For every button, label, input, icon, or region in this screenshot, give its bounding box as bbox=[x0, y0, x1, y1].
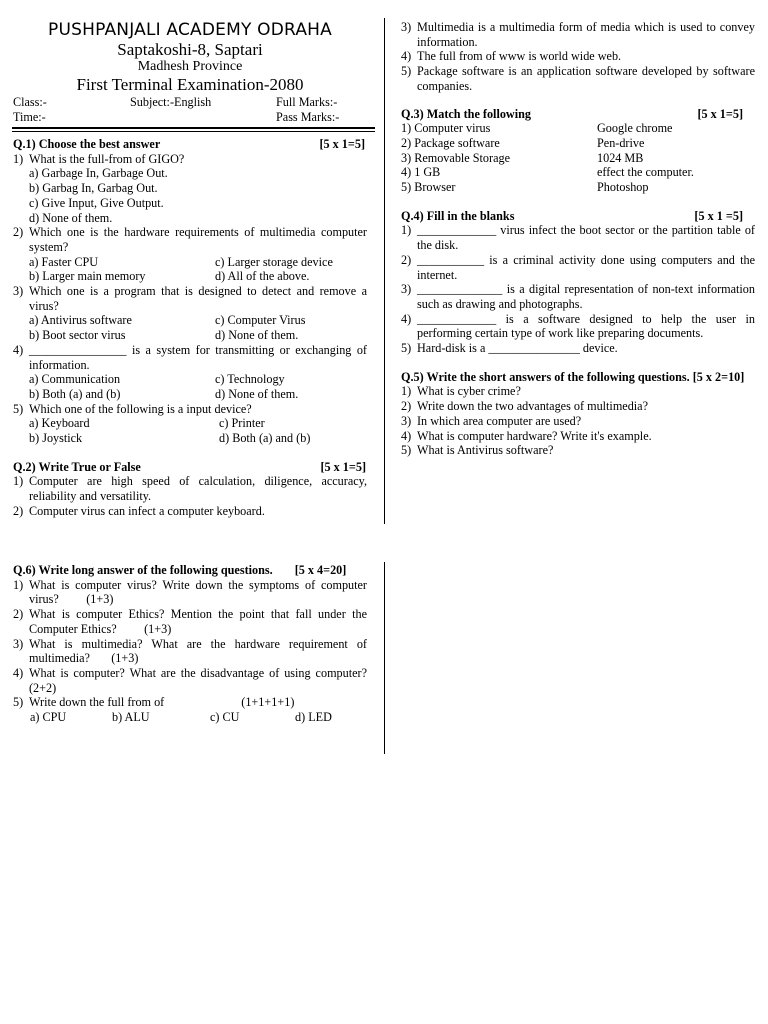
column-divider-bottom bbox=[384, 562, 385, 754]
question-text: What is the full-from of GIGO? bbox=[29, 151, 185, 166]
question-text: Which one is the hardware requirements of multimedia computer system? bbox=[29, 225, 367, 254]
question-number: 3) bbox=[401, 20, 412, 34]
question-number: 4) bbox=[13, 665, 24, 680]
question-text: What is computer virus? Write down the symptoms of computer virus? (1+3) bbox=[29, 577, 371, 607]
full-marks-label: Full Marks:- bbox=[276, 95, 338, 109]
q6-question-2 bbox=[13, 607, 371, 636]
question-number: 5) bbox=[13, 695, 24, 710]
pass-marks-label: Pass Marks:- bbox=[276, 109, 340, 124]
question-number: 1) bbox=[13, 577, 24, 592]
match-left: 4) 1 GB bbox=[401, 165, 441, 180]
option: a) Faster CPU bbox=[29, 254, 99, 269]
question-text: What is cyber crime? bbox=[417, 384, 521, 399]
option: a) Communication bbox=[29, 372, 121, 387]
question-text: Computer are high speed of calculation, diligence, accuracy, reliability and versatility. bbox=[29, 474, 367, 504]
question-text: What is computer? What are the disadvantage of using computer? (2+2) bbox=[29, 665, 367, 695]
q6-5-options bbox=[13, 710, 367, 725]
match-left: 3) Removable Storage bbox=[401, 150, 510, 165]
question-number: 4) bbox=[401, 311, 412, 326]
subject-label: Subject:-English bbox=[130, 95, 212, 109]
q6-heading bbox=[13, 563, 367, 578]
option: d) None of them. bbox=[29, 210, 113, 225]
q1-question-4 bbox=[13, 343, 367, 372]
match-right: 1024 MB bbox=[597, 150, 644, 165]
option: d) Both (a) and (b) bbox=[219, 431, 311, 446]
option: d) All of the above. bbox=[215, 269, 310, 284]
question-text: Package software is an application software developed by software companies. bbox=[417, 64, 755, 93]
question-text: ________________ is a system for transmitting or exchanging of information. bbox=[29, 342, 367, 372]
q6-title: Q.6) Write long answer of the following questions. bbox=[13, 563, 273, 577]
question-text: What is Antivirus software? bbox=[417, 443, 554, 458]
question-text: Write down the two advantages of multimedia? bbox=[417, 399, 649, 414]
option: b) Boot sector virus bbox=[29, 328, 126, 343]
q5-question-4 bbox=[401, 429, 755, 444]
left-column-bottom bbox=[13, 563, 371, 725]
school-address: Saptakoshi-8, Saptari bbox=[117, 40, 263, 59]
q1-3-options bbox=[13, 313, 367, 342]
question-number: 1) bbox=[401, 223, 412, 238]
question-text: Hard-disk is a _______________ device. bbox=[417, 341, 618, 356]
question-text: In which area computer are used? bbox=[417, 413, 582, 428]
question-text: _____________ is a software designed to help the user in performing certain type of work like preparing documents. bbox=[417, 311, 755, 341]
q2-marks: [5 x 1=5] bbox=[320, 459, 366, 474]
question-number: 5) bbox=[401, 341, 412, 356]
question-number: 1) bbox=[13, 151, 24, 166]
q1-question-2 bbox=[13, 225, 367, 254]
q1-4-options bbox=[13, 372, 367, 401]
match-right: Google chrome bbox=[597, 121, 673, 136]
match-left: 1) Computer virus bbox=[401, 121, 491, 136]
q4-marks: [5 x 1 =5] bbox=[694, 208, 743, 223]
q1-heading bbox=[13, 137, 367, 152]
question-text: ______________ is a digital representation of non-text information such as drawing and photographs. bbox=[417, 282, 755, 311]
exam-info-row-2 bbox=[13, 110, 367, 125]
option: d) LED bbox=[295, 710, 332, 725]
q2-statement-5 bbox=[401, 64, 755, 93]
q2-statement-1 bbox=[13, 474, 367, 503]
question-text: What is computer Ethics? Mention the point that fall under the Computer Ethics? (1+3) bbox=[29, 607, 371, 636]
province-name: Madhesh Province bbox=[137, 59, 243, 74]
q5-title: Q.5) Write the short answers of the following questions. [5 x 2=10] bbox=[401, 369, 745, 384]
question-number: 3) bbox=[401, 413, 412, 428]
question-number: 1) bbox=[13, 474, 24, 489]
q2-heading bbox=[13, 460, 367, 475]
q3-match-table bbox=[401, 121, 755, 195]
q6-question-4 bbox=[13, 666, 367, 695]
option: a) CPU bbox=[30, 710, 67, 725]
option: c) Technology bbox=[215, 372, 285, 387]
question-number: 5) bbox=[401, 443, 412, 458]
q6-question-1 bbox=[13, 577, 371, 607]
q2-statement-2 bbox=[13, 504, 367, 519]
q3-title: Q.3) Match the following bbox=[401, 106, 531, 121]
option: b) Joystick bbox=[29, 431, 83, 446]
time-label: Time:- bbox=[13, 109, 46, 124]
option: c) Larger storage device bbox=[215, 254, 333, 269]
q1-1-options bbox=[13, 166, 367, 225]
option: a) Keyboard bbox=[29, 416, 90, 431]
exam-title: First Terminal Examination-2080 bbox=[76, 75, 304, 94]
question-number: 4) bbox=[401, 49, 412, 64]
q4-blank-1 bbox=[401, 223, 755, 252]
question-text: What is multimedia? What are the hardware requirement of multimedia? (1+3) bbox=[29, 636, 371, 666]
q3-heading bbox=[401, 107, 755, 122]
q2-statement-4 bbox=[401, 49, 755, 64]
q2-title: Q.2) Write True or False bbox=[13, 459, 141, 474]
option: d) None of them. bbox=[215, 328, 299, 343]
option: b) Larger main memory bbox=[29, 269, 146, 284]
question-marks: (1+1+1+1) bbox=[241, 695, 295, 710]
option: c) Printer bbox=[219, 416, 265, 431]
question-text-main: Write down the full from of bbox=[29, 695, 165, 710]
q4-blank-5 bbox=[401, 341, 755, 356]
school-name: PUSHPANJALI ACADEMY ODRAHA bbox=[48, 20, 332, 40]
left-column-top bbox=[13, 20, 367, 519]
exam-info-row-1 bbox=[13, 95, 367, 110]
class-label: Class:- bbox=[13, 95, 47, 109]
q4-heading bbox=[401, 209, 755, 224]
q5-question-1 bbox=[401, 384, 755, 399]
match-right: Pen-drive bbox=[597, 135, 645, 150]
option: c) Give Input, Give Output. bbox=[29, 195, 164, 210]
question-text: The full from of www is world wide web. bbox=[417, 49, 622, 64]
question-text: What is computer hardware? Write it's example. bbox=[417, 428, 652, 443]
q5-question-2 bbox=[401, 399, 755, 414]
question-text bbox=[29, 695, 367, 710]
option: a) Garbage In, Garbage Out. bbox=[29, 166, 168, 181]
option: d) None of them. bbox=[215, 386, 299, 401]
question-text: Which one is a program that is designed to detect and remove a virus? bbox=[29, 284, 367, 313]
q2-statement-3 bbox=[401, 20, 755, 49]
q1-2-options bbox=[13, 255, 367, 284]
question-number: 2) bbox=[401, 252, 412, 267]
q1-marks: [5 x 1=5] bbox=[319, 137, 365, 151]
option: a) Antivirus software bbox=[29, 313, 132, 328]
match-right: effect the computer. bbox=[597, 165, 694, 180]
q1-5-options bbox=[13, 416, 367, 445]
q1-question-3 bbox=[13, 284, 367, 313]
question-number: 3) bbox=[401, 282, 412, 297]
q4-blank-4 bbox=[401, 312, 755, 341]
option: c) Computer Virus bbox=[215, 313, 306, 328]
question-number: 1) bbox=[401, 384, 412, 399]
question-text: ___________ is a criminal activity done using computers and the internet. bbox=[417, 252, 755, 282]
right-column bbox=[401, 20, 755, 458]
q6-question-3 bbox=[13, 636, 371, 666]
question-number: 3) bbox=[13, 636, 24, 651]
question-number: 5) bbox=[13, 401, 24, 416]
q3-marks: [5 x 1=5] bbox=[697, 106, 743, 121]
q4-blank-3 bbox=[401, 282, 755, 311]
question-text: _____________ virus infect the boot sector or the partition table of the disk. bbox=[417, 223, 755, 253]
q6-question-5 bbox=[13, 695, 367, 710]
option: b) ALU bbox=[112, 710, 150, 725]
q1-question-1 bbox=[13, 152, 367, 167]
column-divider-top bbox=[384, 18, 385, 524]
question-number: 2) bbox=[13, 503, 24, 518]
q5-question-3 bbox=[401, 414, 755, 429]
question-text: Computer virus can infect a computer keyboard. bbox=[29, 503, 265, 518]
match-left: 2) Package software bbox=[401, 135, 500, 150]
question-number: 3) bbox=[13, 284, 24, 299]
question-number: 2) bbox=[13, 225, 24, 240]
question-text: Multimedia is a multimedia form of media which is used to convey information. bbox=[417, 20, 755, 49]
q6-marks: [5 x 4=20] bbox=[294, 563, 347, 577]
q4-blank-2 bbox=[401, 253, 755, 282]
match-left: 5) Browser bbox=[401, 180, 456, 195]
q1-title: Q.1) Choose the best answer bbox=[13, 137, 161, 151]
question-number: 2) bbox=[13, 607, 24, 622]
question-number: 2) bbox=[401, 399, 412, 414]
question-text: Which one of the following is a input device? bbox=[29, 401, 252, 416]
option: c) CU bbox=[210, 710, 240, 725]
option: b) Garbag In, Garbag Out. bbox=[29, 181, 158, 196]
option: b) Both (a) and (b) bbox=[29, 386, 121, 401]
q4-title: Q.4) Fill in the blanks bbox=[401, 208, 515, 223]
question-number: 5) bbox=[401, 64, 412, 79]
q1-question-5 bbox=[13, 402, 367, 417]
q5-question-5 bbox=[401, 443, 755, 458]
question-number: 4) bbox=[13, 342, 24, 357]
question-number: 4) bbox=[401, 428, 412, 443]
match-right: Photoshop bbox=[597, 180, 649, 195]
